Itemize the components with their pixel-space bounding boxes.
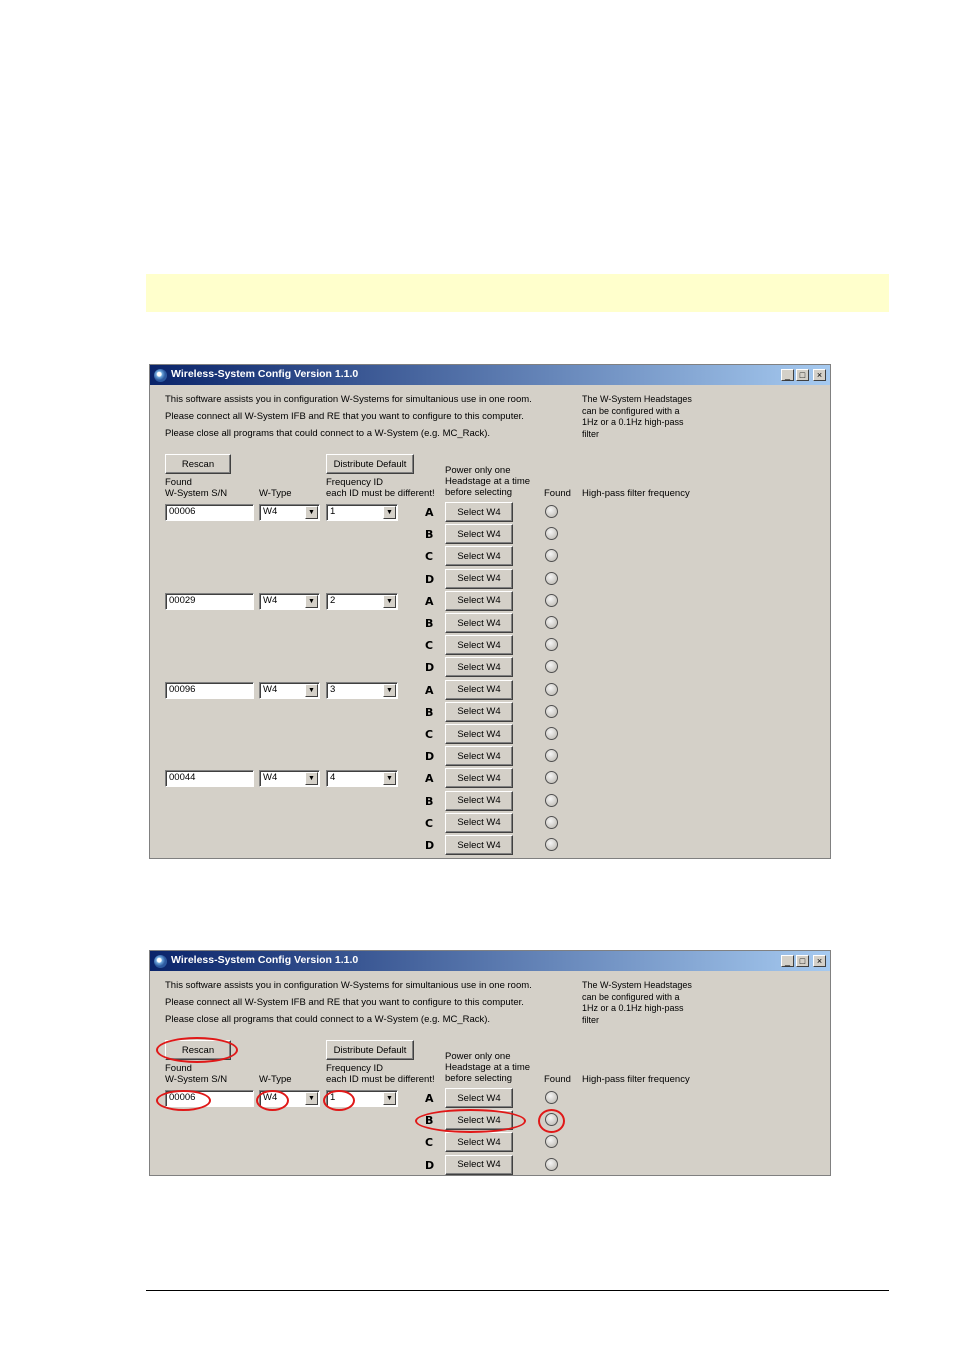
- info-line: This software assists you in configuration W-Systems for simultanious use in one room.: [165, 980, 532, 991]
- channel-letter: B: [425, 617, 434, 630]
- highpass-note: The W-System Headstages can be configured with a 1Hz or a 0.1Hz high-pass filter: [582, 980, 692, 1025]
- select-w4-button[interactable]: Select W4: [445, 702, 513, 722]
- channel-letter: A: [425, 594, 434, 608]
- found-indicator: [545, 1091, 558, 1104]
- found-indicator: [545, 594, 558, 607]
- channel-letter: A: [425, 506, 434, 519]
- highpass-header: High-pass filter frequency: [582, 1074, 690, 1085]
- power-note: before selecting: [445, 487, 513, 498]
- freq-value: 4: [330, 772, 336, 784]
- window-title: Wireless-System Config Version 1.1.0: [171, 954, 359, 966]
- chevron-down-icon[interactable]: ▼: [305, 684, 318, 697]
- wtype-select[interactable]: [259, 770, 320, 787]
- chevron-down-icon[interactable]: ▼: [383, 684, 396, 697]
- channel-letter: B: [425, 1114, 434, 1128]
- highlight-found-led: [538, 1109, 565, 1133]
- highlight-sn: [156, 1090, 211, 1111]
- found-indicator: [545, 616, 558, 629]
- highlight-wtype: [256, 1090, 289, 1111]
- channel-letter: D: [425, 750, 435, 764]
- sn-header: W-System S/N: [165, 1074, 228, 1085]
- select-w4-button[interactable]: Select W4: [445, 1132, 513, 1152]
- wtype-select[interactable]: [259, 682, 320, 699]
- freq-header: Frequency ID: [326, 1063, 384, 1074]
- freq-value: 1: [330, 1092, 336, 1103]
- info-line: Please close all programs that could connect to a W-System (e.g. MC_Rack).: [165, 428, 491, 439]
- channel-letter: C: [425, 639, 434, 653]
- found-indicator: [545, 816, 558, 829]
- info-line: Please connect all W-System IFB and RE that you want to configure to this computer.: [165, 411, 524, 422]
- chevron-down-icon[interactable]: ▼: [305, 506, 318, 519]
- freq-value: 1: [330, 506, 336, 517]
- rescan-button[interactable]: Rescan: [165, 454, 231, 474]
- select-w4-button[interactable]: Select W4: [445, 680, 513, 700]
- close-button[interactable]: ×: [813, 955, 826, 967]
- found-column-header: Found: [544, 1074, 571, 1085]
- select-w4-button[interactable]: Select W4: [445, 524, 513, 544]
- config-window-full: [149, 364, 831, 859]
- wtype-value: W4: [263, 1092, 278, 1103]
- chevron-down-icon[interactable]: ▼: [305, 772, 318, 785]
- select-w4-button[interactable]: Select W4: [445, 791, 513, 811]
- select-w4-button[interactable]: Select W4: [445, 746, 513, 766]
- sn-header: W-System S/N: [165, 488, 228, 499]
- found-indicator: [545, 505, 558, 518]
- found-indicator: [545, 727, 558, 740]
- freq-select[interactable]: [326, 770, 398, 787]
- wtype-value: W4: [263, 594, 278, 606]
- select-w4-button[interactable]: Select W4: [445, 768, 513, 788]
- channel-letter: A: [425, 772, 434, 786]
- chevron-down-icon[interactable]: ▼: [383, 772, 396, 785]
- highlight-banner: [146, 274, 889, 312]
- channel-letter: C: [425, 816, 434, 830]
- select-w4-button[interactable]: Select W4: [445, 835, 513, 855]
- minimize-button[interactable]: _: [781, 955, 794, 967]
- channel-letter: D: [425, 572, 435, 586]
- select-w4-button[interactable]: Select W4: [445, 813, 513, 833]
- info-line: Please close all programs that could connect to a W-System (e.g. MC_Rack).: [165, 1014, 491, 1025]
- config-window-annotated: [149, 950, 831, 1176]
- sn-input[interactable]: 00096: [165, 682, 254, 699]
- chevron-down-icon[interactable]: ▼: [383, 595, 396, 608]
- found-column-header: Found: [544, 488, 571, 499]
- channel-letter: B: [425, 705, 434, 719]
- channel-letter: A: [425, 1092, 434, 1105]
- chevron-down-icon[interactable]: ▼: [305, 595, 318, 608]
- found-indicator: [545, 749, 558, 762]
- title-bar[interactable]: [150, 365, 830, 385]
- select-w4-button[interactable]: Select W4: [445, 613, 513, 633]
- maximize-button[interactable]: □: [796, 955, 809, 967]
- freq-select[interactable]: [326, 504, 398, 521]
- select-w4-button[interactable]: Select W4: [445, 546, 513, 566]
- maximize-button[interactable]: □: [796, 369, 809, 381]
- channel-letter: D: [425, 1158, 435, 1172]
- found-indicator: [545, 838, 558, 851]
- found-indicator: [545, 638, 558, 651]
- chevron-down-icon[interactable]: ▼: [383, 506, 396, 519]
- wtype-select[interactable]: [259, 593, 320, 610]
- select-w4-button[interactable]: Select W4: [445, 724, 513, 744]
- rescan-button[interactable]: Rescan: [165, 1040, 231, 1060]
- chevron-down-icon[interactable]: ▼: [305, 1092, 318, 1105]
- app-icon: [154, 369, 167, 382]
- found-indicator: [545, 549, 558, 562]
- info-line: Please connect all W-System IFB and RE that you want to configure to this computer.: [165, 997, 524, 1008]
- freq-select[interactable]: [326, 593, 398, 610]
- minimize-button[interactable]: _: [781, 369, 794, 381]
- window-title: Wireless-System Config Version 1.1.0: [171, 368, 359, 380]
- power-note: before selecting: [445, 1073, 513, 1084]
- distribute-default-button[interactable]: Distribute Default: [326, 454, 414, 474]
- channel-letter: B: [425, 528, 434, 542]
- sn-input[interactable]: 00006: [165, 504, 254, 521]
- found-indicator: [545, 1135, 558, 1148]
- select-w4-button[interactable]: Select W4: [445, 657, 513, 677]
- channel-letter: C: [425, 550, 434, 564]
- select-w4-button[interactable]: Select W4: [445, 591, 513, 611]
- footer-rule: [146, 1290, 889, 1291]
- found-indicator: [545, 705, 558, 718]
- chevron-down-icon[interactable]: ▼: [383, 1092, 396, 1105]
- power-note: Power only one: [445, 465, 511, 476]
- freq-subheader: each ID must be different!: [326, 488, 435, 499]
- distribute-default-button[interactable]: Distribute Default: [326, 1040, 414, 1060]
- freq-subheader: each ID must be different!: [326, 1074, 435, 1085]
- found-header: Found: [165, 1063, 192, 1074]
- freq-select[interactable]: [326, 682, 398, 699]
- found-indicator: [545, 572, 558, 585]
- freq-value: 3: [330, 683, 336, 695]
- wtype-header: W-Type: [259, 1074, 292, 1085]
- highpass-header: High-pass filter frequency: [582, 488, 690, 499]
- channel-letter: C: [425, 1136, 434, 1150]
- info-line: This software assists you in configuration W-Systems for simultanious use in one room.: [165, 394, 532, 405]
- select-w4-button[interactable]: Select W4: [445, 569, 513, 589]
- select-w4-button[interactable]: Select W4: [445, 1155, 513, 1175]
- channel-letter: A: [425, 683, 434, 697]
- found-indicator: [545, 794, 558, 807]
- select-w4-button[interactable]: Select W4: [445, 502, 513, 522]
- wtype-value: W4: [263, 683, 278, 695]
- power-note: Headstage at a time: [445, 1062, 531, 1073]
- highlight-select-b: [415, 1109, 526, 1133]
- sn-input[interactable]: 00029: [165, 593, 254, 610]
- highlight-freq: [323, 1090, 355, 1111]
- wtype-header: W-Type: [259, 488, 292, 499]
- found-indicator: [545, 527, 558, 540]
- select-w4-button[interactable]: Select W4: [445, 1088, 513, 1108]
- power-note: Headstage at a time: [445, 476, 531, 487]
- found-indicator: [545, 683, 558, 696]
- power-note: Power only one: [445, 1051, 511, 1062]
- select-w4-button[interactable]: Select W4: [445, 635, 513, 655]
- title-bar[interactable]: [150, 951, 830, 971]
- select-w4-button[interactable]: Select W4: [445, 1110, 513, 1130]
- found-header: Found: [165, 477, 192, 488]
- found-indicator: [545, 660, 558, 673]
- channel-letter: B: [425, 794, 434, 808]
- found-indicator: [545, 771, 558, 784]
- wtype-value: W4: [263, 772, 278, 784]
- app-icon: [154, 955, 167, 968]
- highpass-note: The W-System Headstages can be configured with a 1Hz or a 0.1Hz high-pass filter: [582, 394, 692, 439]
- sn-input[interactable]: 00006: [165, 1090, 254, 1107]
- wtype-select[interactable]: [259, 504, 320, 521]
- channel-letter: D: [425, 661, 435, 675]
- freq-value: 2: [330, 594, 336, 606]
- freq-header: Frequency ID: [326, 477, 384, 488]
- channel-letter: D: [425, 839, 435, 852]
- highlight-rescan: [156, 1037, 238, 1063]
- found-indicator: [545, 1158, 558, 1171]
- close-button[interactable]: ×: [813, 369, 826, 381]
- sn-input[interactable]: 00044: [165, 770, 254, 787]
- wtype-value: W4: [263, 506, 278, 517]
- channel-letter: C: [425, 728, 434, 741]
